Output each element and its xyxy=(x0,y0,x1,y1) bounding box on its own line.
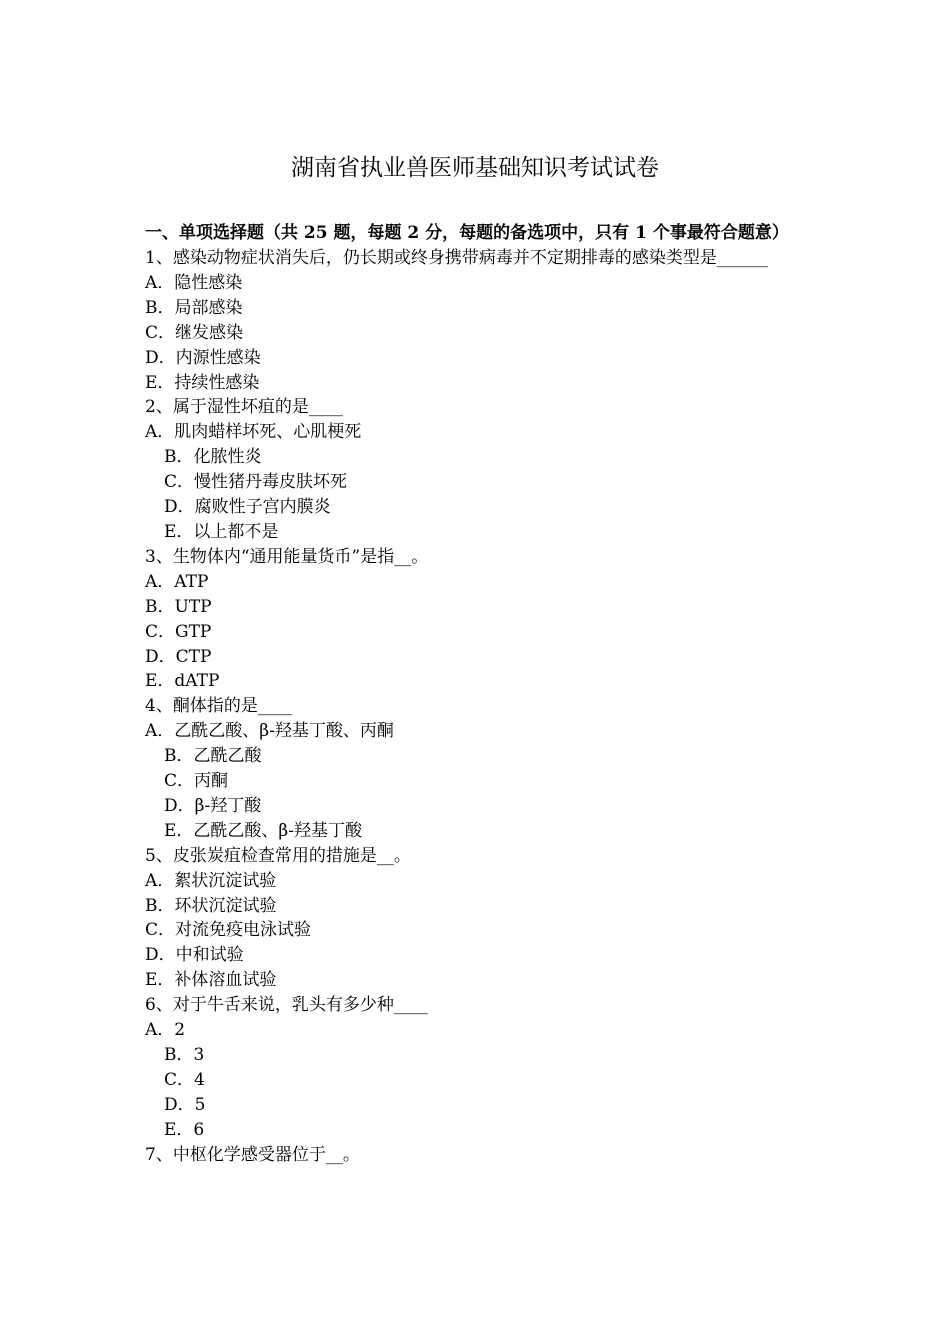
option-e: E．6 xyxy=(164,1119,205,1140)
question-3 xyxy=(145,545,813,694)
question-stem: 3、生物体内“通用能量货币”是指__。 xyxy=(145,546,429,567)
option-d: D．腐败性子宫内膜炎 xyxy=(164,497,331,518)
question-stem: 1、感染动物症状消失后，仍长期或终身携带病毒并不定期排毒的感染类型是______ xyxy=(145,248,768,268)
question-2 xyxy=(145,395,813,544)
option-c: C．GTP xyxy=(145,621,212,642)
question-6 xyxy=(145,993,813,1142)
option-b: B．环状沉淀试验 xyxy=(145,895,277,916)
question-stem: 7、中枢化学感受器位于__。 xyxy=(145,1144,360,1165)
exam-content xyxy=(145,221,813,1168)
option-b: B．化脓性炎 xyxy=(164,447,262,468)
option-a: A．隐性感染 xyxy=(145,272,243,293)
option-e: E．dATP xyxy=(145,671,220,692)
option-c: C．对流免疫电泳试验 xyxy=(145,920,312,941)
question-4 xyxy=(145,694,813,843)
option-e: E．以上都不是 xyxy=(164,521,279,542)
section-heading: 一、单项选择题（共 25 题，每题 2 分，每题的备选项中，只有 1 个事最符合题意） xyxy=(145,223,789,243)
option-e: E．持续性感染 xyxy=(145,372,260,393)
option-a: A．肌肉蜡样坏死、心肌梗死 xyxy=(145,422,362,443)
option-d: D．5 xyxy=(164,1094,206,1115)
question-stem: 2、属于湿性坏疽的是____ xyxy=(145,397,343,418)
option-b: B．局部感染 xyxy=(145,297,243,318)
question-1 xyxy=(145,246,813,395)
page-title: 湖南省执业兽医师基础知识考试试卷 xyxy=(291,155,659,181)
option-a: A．乙酰乙酸、β-羟基丁酸、丙酮 xyxy=(145,721,394,742)
option-a: A．ATP xyxy=(145,571,209,592)
option-d: D．β-羟丁酸 xyxy=(164,795,262,816)
option-a: A．2 xyxy=(145,1020,186,1041)
option-d: D．CTP xyxy=(145,646,212,667)
option-a: A．絮状沉淀试验 xyxy=(145,870,277,891)
option-d: D．中和试验 xyxy=(145,945,244,966)
option-e: E．乙酰乙酸、β-羟基丁酸 xyxy=(164,820,362,841)
option-c: C．继发感染 xyxy=(145,322,244,343)
option-c: C．4 xyxy=(164,1069,205,1090)
question-stem: 4、酮体指的是____ xyxy=(145,696,292,717)
option-d: D．内源性感染 xyxy=(145,347,261,368)
option-c: C．丙酮 xyxy=(164,771,229,792)
question-7 xyxy=(145,1143,813,1168)
question-stem: 6、对于牛舌来说，乳头有多少种____ xyxy=(145,995,428,1016)
question-stem: 5、皮张炭疽检查常用的措施是__。 xyxy=(145,845,411,866)
option-b: B．UTP xyxy=(145,596,212,617)
option-b: B．乙酰乙酸 xyxy=(164,746,262,767)
option-b: B．3 xyxy=(164,1045,205,1065)
question-5 xyxy=(145,844,813,993)
option-e: E．补体溶血试验 xyxy=(145,970,277,991)
option-c: C．慢性猪丹毒皮肤坏死 xyxy=(164,472,348,493)
